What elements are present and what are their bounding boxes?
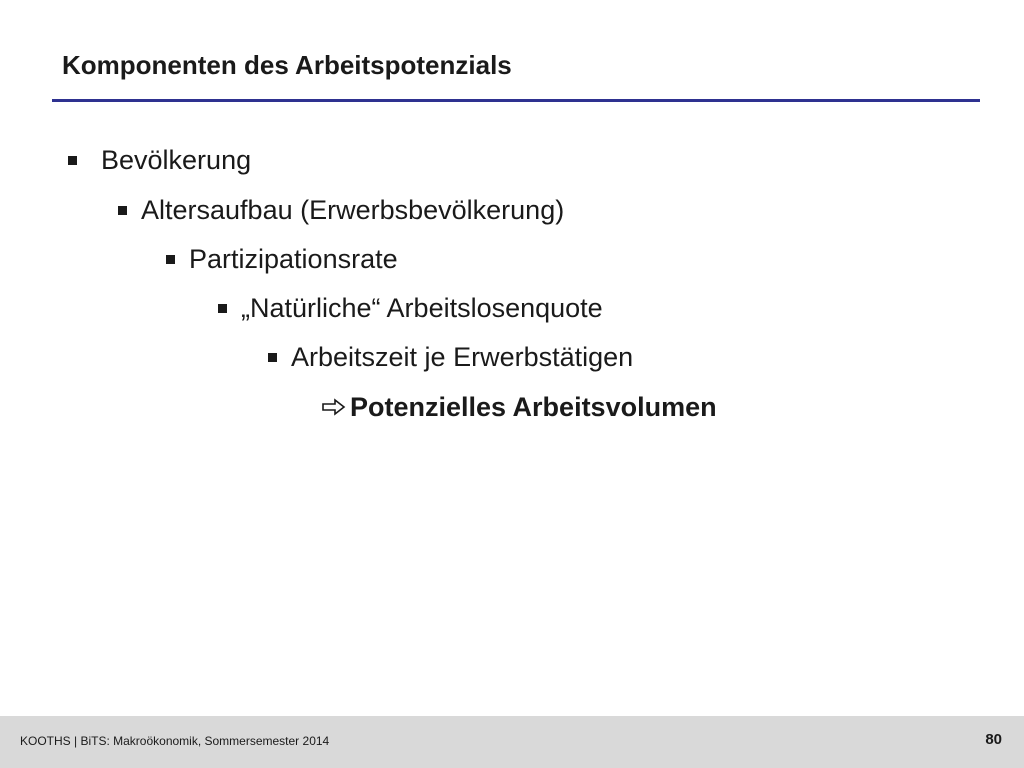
bullet-item-arbeitslosenquote [218,292,603,324]
square-bullet-icon [68,156,77,165]
bullet-item-arbeitszeit [268,341,633,373]
page-number: 80 [985,731,1002,748]
square-bullet-icon [268,353,277,362]
bullet-text: „Natürliche“ Arbeitslosenquote [241,293,603,323]
footer-text: KOOTHS | BiTS: Makroökonomik, Sommersemester 2014 [20,734,330,748]
title-underline [52,99,980,102]
square-bullet-icon [118,206,127,215]
bullet-text: Partizipationsrate [189,244,398,274]
result-item-arbeitsvolumen [322,391,717,423]
square-bullet-icon [166,255,175,264]
bullet-item-altersaufbau [118,194,564,226]
square-bullet-icon [218,304,227,313]
bullet-text: Altersaufbau (Erwerbsbevölkerung) [141,195,565,225]
bullet-item-bevoelkerung [68,144,251,176]
hollow-right-arrow-icon [322,398,346,416]
bullet-text: Bevölkerung [101,145,252,175]
result-text: Potenzielles Arbeitsvolumen [350,392,717,422]
bullet-text: Arbeitszeit je Erwerbstätigen [291,342,634,372]
bullet-item-partizipationsrate [166,243,398,275]
slide-title: Komponenten des Arbeitspotenzials [62,50,512,80]
